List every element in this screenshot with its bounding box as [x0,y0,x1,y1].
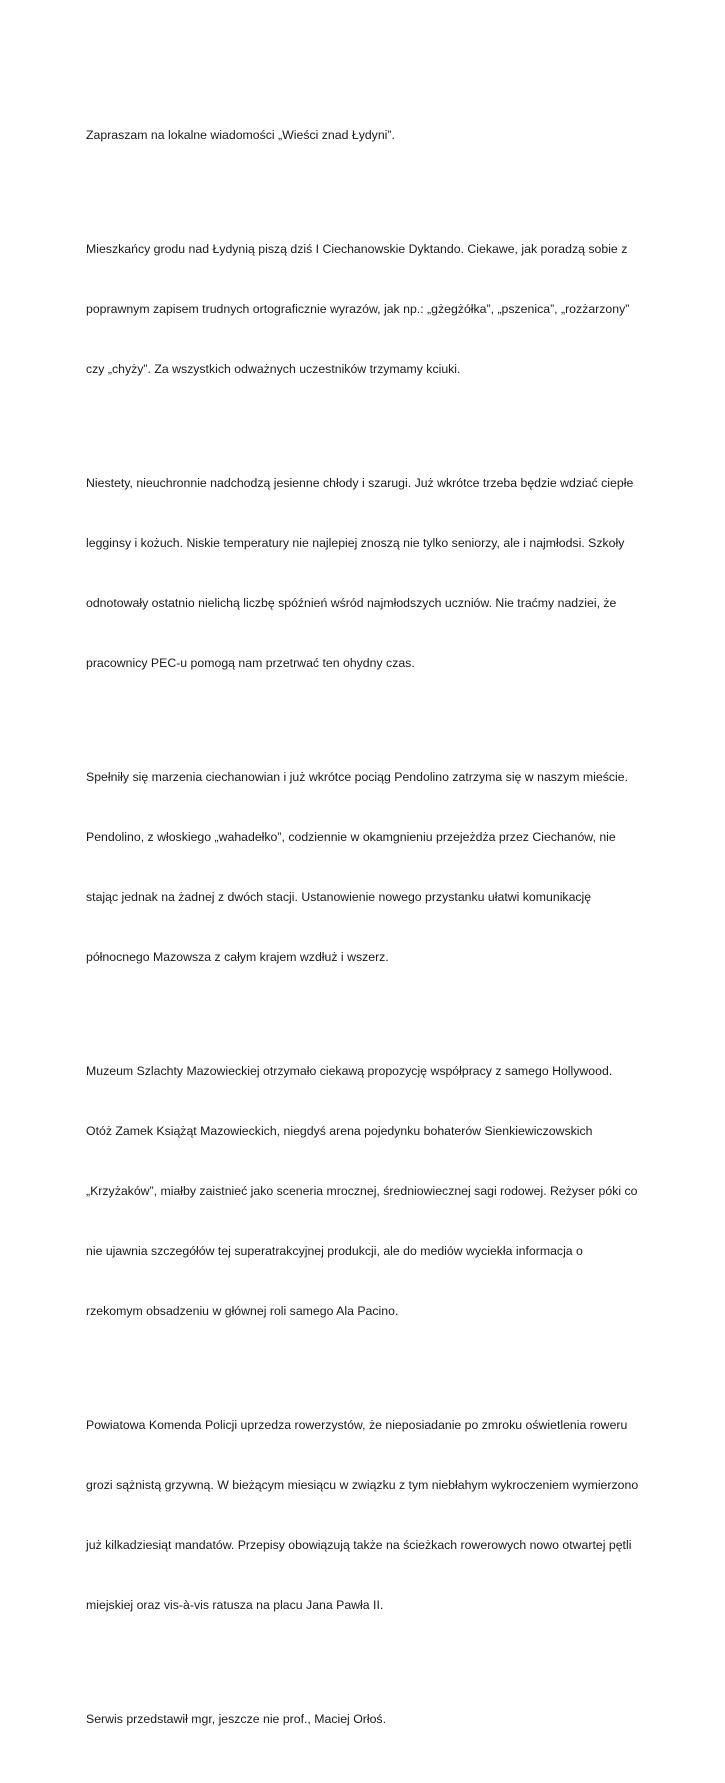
paragraph-dictation [86,199,646,419]
text-line: północnego Mazowsza z całym krajem wzdłuż i wszerz. [86,950,389,964]
text-line: nie ujawnia szczegółów tej superatrakcyjnej produkcji, ale do mediów wyciekła informacja o [86,1244,583,1258]
text-line: Powiatowa Komenda Policji uprzedza rowerzystów, że nieposiadanie po zmroku oświetlenia roweru [86,1418,628,1432]
text-line: Otóż Zamek Książąt Mazowieckich, niegdyś arena pojedynku bohaterów Sienkiewiczowskich [86,1124,593,1138]
document-body [86,85,646,1783]
text-line: rzekomym obsadzeniu w głównej roli samego Ala Pacino. [86,1304,399,1318]
text-line: grozi sążnistą grzywną. W bieżącym miesiącu w związku z tym niebłahym wykroczeniem wymierzono [86,1478,639,1492]
text-line: Serwis przedstawił mgr, jeszcze nie prof., Maciej Orłoś. [86,1712,387,1726]
text-line: odnotowały ostatnio nielichą liczbę spóźnień wśród najmłodszych uczniów. Nie traćmy nadziei, że [86,596,617,610]
paragraph-museum [86,1021,646,1361]
text-line: legginsy i kożuch. Niskie temperatury nie najlepiej znoszą nie tylko seniorzy, ale i najmłodsi. Szkoły [86,536,625,550]
text-line: Zapraszam na lokalne wiadomości „Wieści znad Łydyni”. [86,128,395,142]
text-line: Niestety, nieuchronnie nadchodzą jesienne chłody i szarugi. Już wkrótce trzeba będzie wdziać ciepłe [86,476,634,490]
text-line: Muzeum Szlachty Mazowieckiej otrzymało ciekawą propozycję współpracy z samego Hollywood. [86,1064,613,1078]
paragraph-closing [86,1669,646,1769]
text-line: już kilkadziesiąt mandatów. Przepisy obowiązują także na ścieżkach rowerowych nowo otwartej pętli [86,1538,632,1552]
text-line: pracownicy PEC-u pomogą nam przetrwać ten ohydny czas. [86,656,415,670]
text-line: czy „chyży”. Za wszystkich odważnych uczestników trzymamy kciuki. [86,362,461,376]
text-line: stając jednak na żadnej z dwóch stacji. Ustanowienie nowego przystanku ułatwi komunikację [86,890,592,904]
text-line: Spełniły się marzenia ciechanowian i już wkrótce pociąg Pendolino zatrzyma się w naszym mieście. [86,770,628,784]
paragraph-police [86,1375,646,1655]
paragraph-weather [86,433,646,713]
paragraph-pendolino [86,727,646,1007]
text-line: „Krzyżaków”, miałby zaistnieć jako sceneria mrocznej, średniowiecznej sagi rodowej. Reżyser póki co [86,1184,638,1198]
text-line: Pendolino, z włoskiego „wahadełko”, codziennie w okamgnieniu przejeżdża przez Ciechanów, nie [86,830,616,844]
paragraph-intro [86,85,646,185]
text-line: poprawnym zapisem trudnych ortograficznie wyrazów, jak np.: „gżegżółka”, „pszenica”, „rozżarzony” [86,302,630,316]
text-line: miejskiej oraz vis-à-vis ratusza na placu Jana Pawła II. [86,1598,384,1612]
text-line: Mieszkańcy grodu nad Łydynią piszą dziś I Ciechanowskie Dyktando. Ciekawe, jak poradzą sobie z [86,242,628,256]
